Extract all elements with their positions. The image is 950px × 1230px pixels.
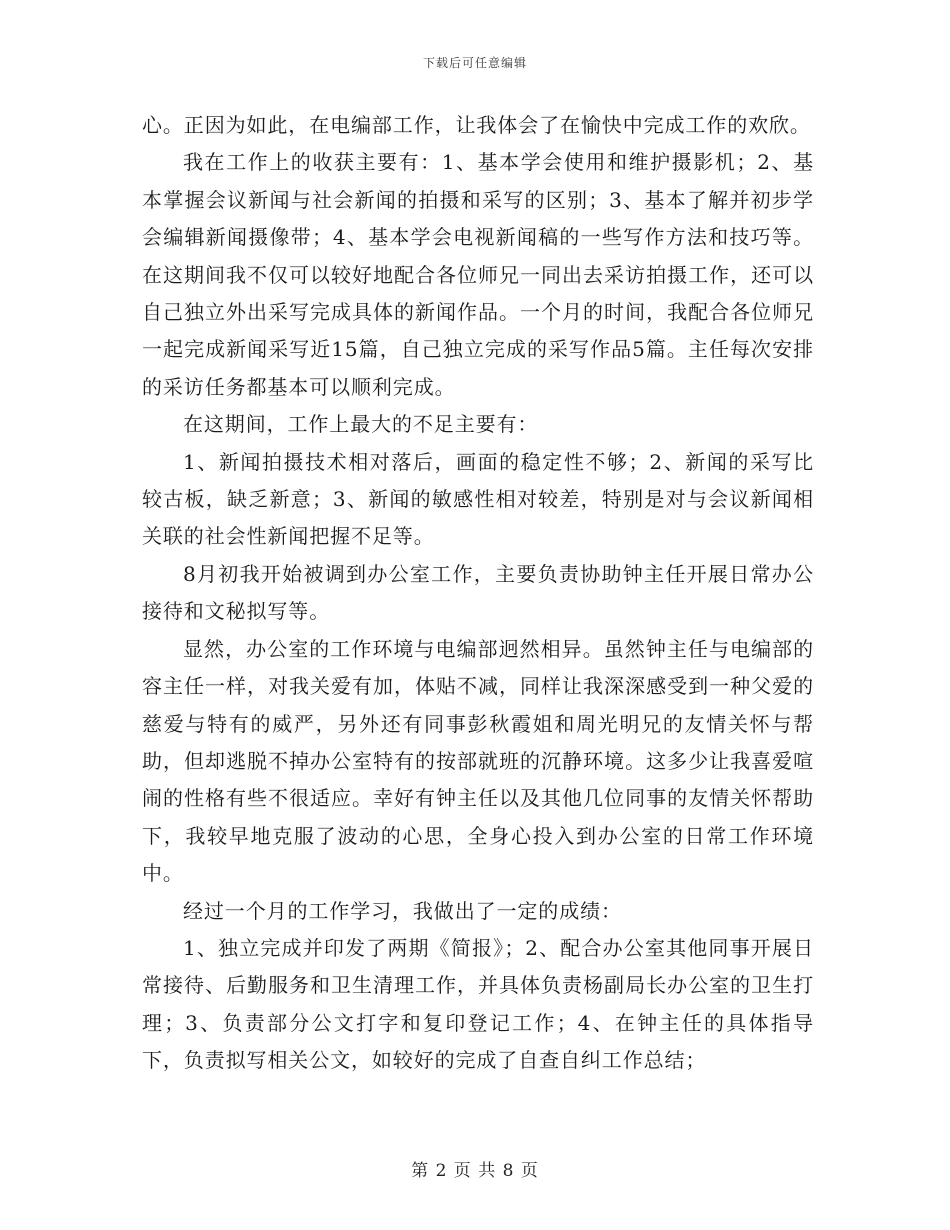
paragraph-office-transfer: 8月初我开始被调到办公室工作，主要负责协助钟主任开展日常办公接待和文秘拟写等。	[142, 561, 814, 624]
page-header-note: 下载后可任意编辑	[422, 56, 527, 70]
page-number-footer: 第 2 页 共 8 页	[411, 1161, 539, 1181]
paragraph-achievements-intro: 经过一个月的工作学习，我做出了一定的成绩：	[183, 898, 622, 923]
paragraph-shortcomings-list: 1、新闻拍摄技术相对落后，画面的稳定性不够；2、新闻的采写比较古板，缺乏新意；3、新闻的敏感性相对较差，特别是对与会议新闻相关联的社会性新闻把握不足等。	[142, 449, 814, 549]
paragraph-shortcomings-intro: 在这期间，工作上最大的不足主要有：	[183, 412, 539, 437]
document-body	[142, 107, 814, 1080]
paragraph-achievements-list: 1、独立完成并印发了两期《简报》；2、配合办公室其他同事开展日常接待、后勤服务和卫生清理工作，并具体负责杨副局长办公室的卫生打理；3、负责部分公文打字和复印登记工作；4、在钟主任的具体指导下，负责拟写相关公文，如较好的完成了自查自纠工作总结；	[142, 935, 814, 1073]
paragraph-gains: 我在工作上的收获主要有：1、基本学会使用和维护摄影机；2、基本掌握会议新闻与社会新闻的拍摄和采写的区别；3、基本了解并初步学会编辑新闻摄像带；4、基本学会电视新闻稿的一些写作方法和技巧等。在这期间我不仅可以较好地配合各位师兄一同出去采访拍摄工作，还可以自己独立外出采写完成具体的新闻作品。一个月的时间，我配合各位师兄一起完成新闻采写近15篇，自己独立完成的采写作品5篇。主任每次安排的采访任务都基本可以顺利完成。	[142, 150, 814, 399]
paragraph-continuation: 心。正因为如此，在电编部工作，让我体会了在愉快中完成工作的欢欣。	[142, 113, 811, 137]
paragraph-office-environment: 显然，办公室的工作环境与电编部迥然相异。虽然钟主任与电编部的容主任一样，对我关爱有加，体贴不减，同样让我深深感受到一种父爱的慈爱与特有的威严，另外还有同事彭秋霞姐和周光明兄的友情关怀与帮助，但却逃脱不掉办公室特有的按部就班的沉静环境。这多少让我喜爱喧闹的性格有些不很适应。幸好有钟主任以及其他几位同事的友情关怀帮助下，我较早地克服了波动的心思，全身心投入到办公室的日常工作环境中。	[142, 636, 814, 886]
